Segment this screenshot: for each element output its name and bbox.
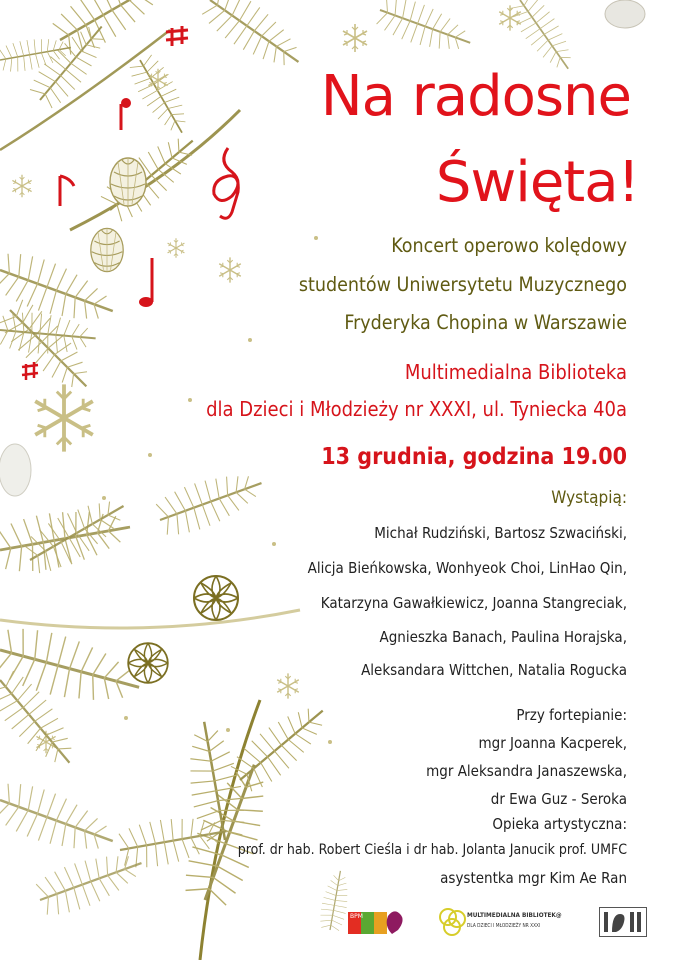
pianist-line: dr Ewa Guz - Seroka bbox=[490, 790, 627, 808]
performer-line: Alicja Bieńkowska, Wonhyeok Choi, LinHao Qin, bbox=[307, 559, 627, 577]
performer-line: Michał Rudziński, Bartosz Szwaciński, bbox=[374, 524, 627, 542]
title-line-1: Na radosne bbox=[320, 64, 631, 129]
library-logo-line-2: DLA DZIECI I MŁODZIEŻY NR XXXI bbox=[467, 924, 541, 929]
pianist-line: mgr Aleksandra Janaszewska, bbox=[426, 762, 627, 780]
performers-heading: Wystąpią: bbox=[551, 488, 627, 508]
subtitle-line-2: studentów Uniwersytetu Muzycznego bbox=[298, 273, 627, 296]
event-date: 13 grudnia, godzina 19.00 bbox=[321, 444, 627, 470]
pianist-line: mgr Joanna Kacperek, bbox=[478, 734, 627, 752]
subtitle-line-1: Koncert operowo kolędowy bbox=[391, 234, 627, 257]
artistic-line: prof. dr hab. Robert Cieśla i dr hab. Jolanta Janucik prof. UMFC bbox=[237, 842, 627, 858]
subtitle-line-3: Fryderyka Chopina w Warszawie bbox=[344, 311, 627, 334]
university-logo bbox=[599, 907, 647, 937]
venue-line-2: dla Dzieci i Młodzieży nr XXXI, ul. Tyniecka 40a bbox=[206, 397, 627, 421]
artistic-line: asystentka mgr Kim Ae Ran bbox=[440, 869, 627, 887]
library-logo-line-1: MULTIMEDIALNA BIBLIOTEK@ bbox=[467, 911, 562, 919]
performer-line: Agnieszka Banach, Paulina Horajska, bbox=[379, 628, 627, 646]
venue-line-1: Multimedialna Biblioteka bbox=[404, 360, 627, 384]
library-logo bbox=[437, 906, 562, 938]
performer-line: Aleksandara Wittchen, Natalia Rogucka bbox=[361, 661, 627, 679]
title-line-2: Święta! bbox=[435, 150, 639, 215]
piano-heading: Przy fortepianie: bbox=[516, 706, 627, 724]
artistic-heading: Opieka artystyczna: bbox=[492, 815, 627, 833]
bpm-logo bbox=[348, 906, 406, 936]
performer-line: Katarzyna Gawałkiewicz, Joanna Stangreciak, bbox=[320, 594, 627, 612]
svg-text:BPM: BPM bbox=[350, 913, 363, 920]
